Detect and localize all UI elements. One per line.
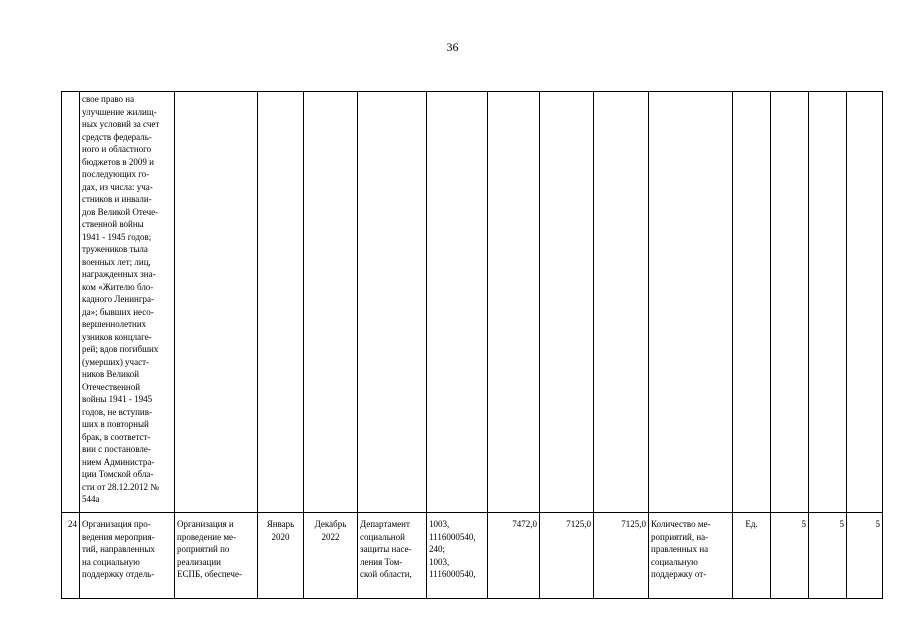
page-number: 36 [446,40,459,54]
value-2: 5 [809,513,847,599]
unit: Ед. [733,513,771,599]
value-1: 5 [771,513,809,599]
cell-empty [771,92,809,513]
cell-empty [62,92,80,513]
cell-empty [427,92,488,513]
executor: Департамент социальной защиты насе- ления Том- ской области, [358,513,427,599]
cell-empty [358,92,427,513]
cell-empty [175,92,258,513]
amount-2: 7125,0 [540,513,594,599]
table-row [62,513,883,599]
cell-empty [304,92,358,513]
end-date: Декабрь 2022 [304,513,358,599]
cell-empty [258,92,304,513]
budget-codes: 1003, 1116000540, 240; 1003, 1116000540, [427,513,488,599]
table-row [62,92,883,513]
event-name: Организация про- ведения мероприя- тий, направленных на социальную поддержку отдель- [80,513,175,599]
cell-empty [540,92,594,513]
cell-empty [733,92,771,513]
row-number: 24 [62,513,80,599]
program-table [61,91,883,599]
cell-empty [488,92,540,513]
amount-1: 7472,0 [488,513,540,599]
cell-empty [649,92,733,513]
cell-empty [847,92,883,513]
amount-3: 7125,0 [594,513,649,599]
event-content: Организация и проведение ме- роприятий по реализации ЕСПБ, обеспече- [175,513,258,599]
start-date: Январь 2020 [258,513,304,599]
continuation-text: свое право на улучшение жилищ- ных условий за счет средств федераль- ного и областного бюджетов в 2009 и последующих го- дах, из числа: уча- стников и инвали- дов Великой Отече- ственной войны 1941 - 1945 годов; тружеников тыла военных лет; лиц, награжденных зна- ком «Жителю бло- кадного Ленингра- да»; бывших несо- вершеннолетних узников концлаге- рей; вдов погибших (умерших) участ- ников Великой Отечественной войны 1941 - 1945 годов, не вступив- ших в повторный брак, в соответст- вии с постановле- нием Администра- ции Томской обла- сти от 28.12.2012 № 544а [80,92,175,513]
cell-empty [594,92,649,513]
indicator: Количество ме- роприятий, на- правленных на социальную поддержку от- [649,513,733,599]
cell-empty [809,92,847,513]
value-3: 5 [847,513,883,599]
